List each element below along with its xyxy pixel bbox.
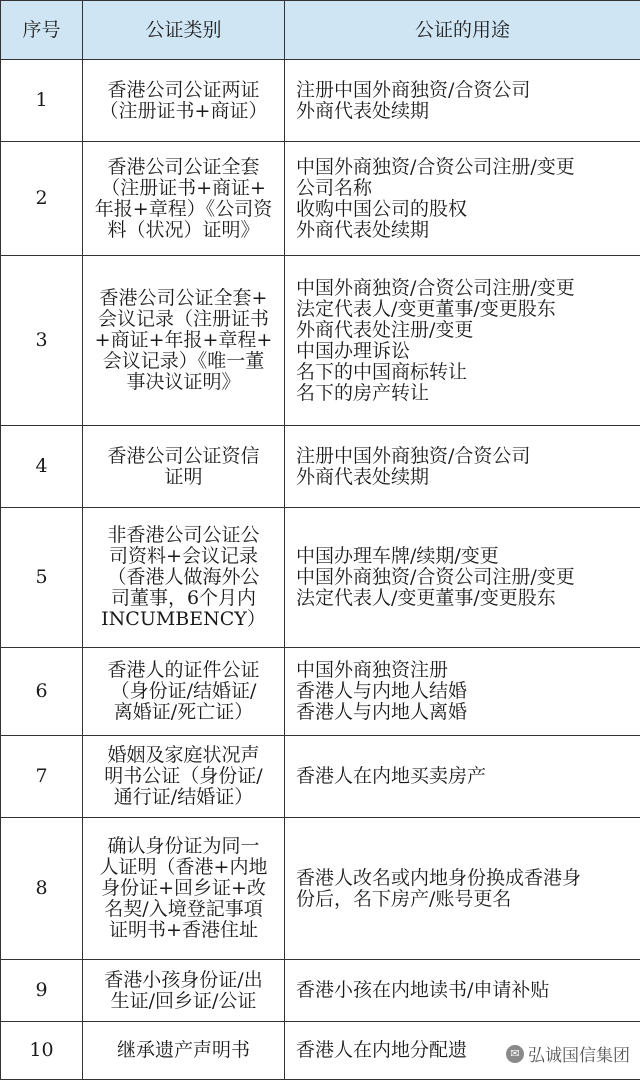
row-number: 3 — [1, 256, 83, 426]
header-category: 公证类别 — [83, 1, 285, 60]
usage-line: 注册中国外商独资/合资公司 — [296, 444, 531, 467]
usage-line: 香港人与内地人离婚 — [296, 701, 468, 723]
category-cell — [83, 426, 285, 508]
category-line: 香港小孩身份证/出 — [104, 968, 263, 991]
table-row — [1, 426, 640, 508]
table-row — [1, 256, 640, 426]
usage-line: 收购中国公司的股权 — [296, 197, 468, 220]
category-line: 香港公司公证全套+ — [99, 287, 268, 309]
category-cell — [83, 736, 285, 818]
category-line: 生证/回乡证/公证 — [110, 989, 257, 1012]
row-number: 6 — [1, 648, 83, 736]
header-usage: 公证的用途 — [285, 1, 640, 60]
usage-line: 中国办理车牌/续期/变更 — [296, 545, 499, 567]
usage-line: 外商代表处续期 — [296, 465, 430, 488]
category-line: 人证明（香港+内地 — [99, 856, 268, 878]
usage-line: 公司名称 — [296, 176, 373, 199]
category-line: （香港人做海外公 — [107, 566, 260, 588]
category-line: +商证+年报+章程+ — [94, 329, 273, 351]
category-cell — [83, 1022, 285, 1080]
category-line: 香港公司公证全套 — [107, 155, 260, 178]
row-number: 8 — [1, 818, 83, 960]
category-line: 证明 — [164, 465, 203, 488]
category-line: 年报+章程）《公司资 — [94, 197, 273, 220]
usage-line: 中国外商独资/合资公司注册/变更 — [296, 276, 575, 299]
usage-cell — [285, 142, 640, 256]
category-line: 继承遗产声明书 — [116, 1039, 250, 1061]
table-row — [1, 736, 640, 818]
category-line: 料（状况）证明》 — [107, 218, 260, 241]
category-line: 非香港公司公证公 — [107, 524, 260, 546]
category-cell — [83, 256, 285, 426]
usage-line: 香港小孩在内地读书/申请补贴 — [296, 979, 550, 1001]
category-cell — [83, 508, 285, 648]
usage-cell — [285, 426, 640, 508]
category-line: 婚姻及家庭状况声 — [107, 744, 260, 766]
row-number: 1 — [1, 60, 83, 142]
usage-line: 份后，名下房产/账号更名 — [296, 887, 512, 910]
usage-line: 香港人在内地分配遗 — [296, 1039, 468, 1061]
usage-cell — [285, 648, 640, 736]
category-cell — [83, 648, 285, 736]
watermark-text: 弘诚国信集团 — [528, 1046, 630, 1066]
category-cell — [83, 960, 285, 1022]
usage-cell — [285, 60, 640, 142]
usage-cell — [285, 256, 640, 426]
category-line: 通行证/结婚证） — [113, 786, 254, 808]
table-row — [1, 818, 640, 960]
table-row — [1, 60, 640, 142]
usage-line: 中国办理诉讼 — [296, 339, 411, 362]
usage-line: 法定代表人/变更董事/变更股东 — [296, 587, 556, 609]
category-line: 明书公证（身份证/ — [104, 765, 263, 787]
category-cell — [83, 818, 285, 960]
category-line: 事决议证明》 — [126, 371, 241, 393]
usage-cell — [285, 508, 640, 648]
usage-cell — [285, 960, 640, 1022]
header-row — [1, 1, 640, 60]
row-number: 4 — [1, 426, 83, 508]
usage-line: 注册中国外商独资/合资公司 — [296, 78, 531, 101]
usage-line: 外商代表处续期 — [296, 218, 430, 241]
table-row — [1, 142, 640, 256]
usage-cell — [285, 818, 640, 960]
usage-line: 香港人与内地人结婚 — [296, 680, 468, 702]
usage-cell — [285, 736, 640, 818]
usage-line: 中国外商独资/合资公司注册/变更 — [296, 155, 575, 178]
table-row — [1, 648, 640, 736]
usage-line: 外商代表处注册/变更 — [296, 318, 474, 341]
row-number: 10 — [1, 1022, 83, 1080]
category-line: 会议记录（注册证书 — [97, 308, 269, 330]
category-line: 香港人的证件公证 — [107, 659, 260, 681]
category-line: 身份证+回乡证+改 — [101, 877, 266, 899]
row-number: 7 — [1, 736, 83, 818]
category-line: 司资料+会议记录 — [109, 545, 258, 567]
category-line: （身份证/结婚证/ — [110, 680, 257, 702]
category-line: 会议记录）《唯一董 — [102, 350, 265, 372]
usage-line: 外商代表处续期 — [296, 99, 430, 122]
usage-line: 中国外商独资/合资公司注册/变更 — [296, 566, 575, 588]
row-number: 9 — [1, 960, 83, 1022]
category-line: （注册证书+商证） — [99, 99, 268, 122]
row-number: 2 — [1, 142, 83, 256]
category-line: INCUMBENCY） — [101, 608, 266, 630]
header-num: 序号 — [1, 1, 83, 60]
usage-line: 香港人在内地买卖房产 — [296, 765, 487, 787]
category-cell — [83, 142, 285, 256]
usage-line: 名下的房产转让 — [296, 381, 430, 404]
usage-line: 香港人改名或内地身份换成香港身 — [296, 866, 582, 889]
category-line: （注册证书+商证+ — [101, 176, 266, 199]
category-line: 离婚证/死亡证） — [113, 701, 254, 723]
usage-line: 法定代表人/变更董事/变更股东 — [296, 297, 556, 320]
watermark — [506, 1041, 630, 1066]
category-line: 确认身份证为同一 — [107, 835, 260, 857]
category-line: 香港公司公证资信 — [107, 444, 260, 467]
usage-line: 中国外商独资注册 — [296, 659, 449, 681]
table-row — [1, 960, 640, 1022]
category-line: 司董事，6个月内 — [110, 587, 257, 609]
wechat-icon: ✉ — [506, 1045, 524, 1063]
row-number: 5 — [1, 508, 83, 648]
category-cell — [83, 60, 285, 142]
category-line: 证明书+香港住址 — [109, 919, 258, 941]
category-line: 名契/入境登記事項 — [104, 898, 263, 920]
table-row — [1, 508, 640, 648]
category-line: 香港公司公证两证 — [107, 78, 260, 101]
usage-line: 名下的中国商标转让 — [296, 360, 468, 383]
